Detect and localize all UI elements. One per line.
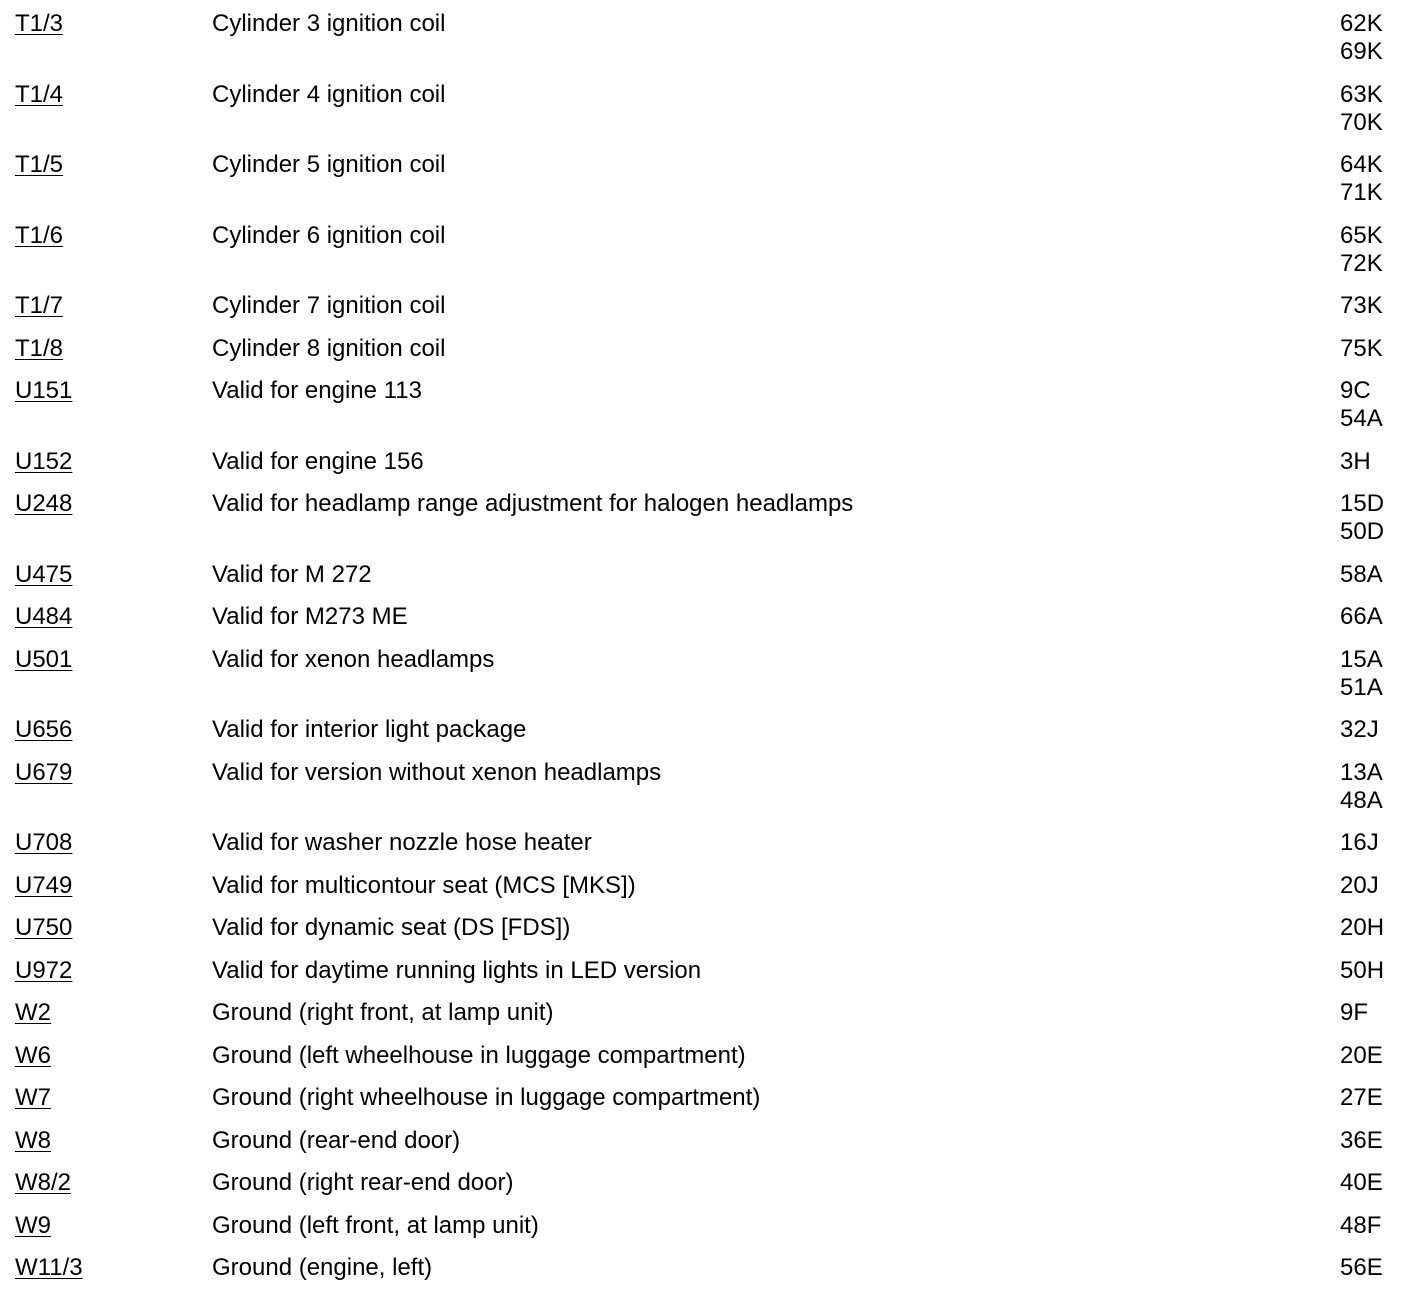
component-code-link[interactable]: T1/3	[15, 10, 64, 37]
legend-row	[0, 997, 1408, 1040]
component-description: Valid for version without xenon headlamps	[212, 758, 662, 786]
component-description: Valid for engine 113	[212, 377, 422, 404]
grid-reference-list	[1340, 914, 1384, 942]
grid-reference: 3H	[1340, 447, 1371, 475]
component-code-link[interactable]: U484	[15, 603, 73, 630]
component-description: Cylinder 7 ignition coil	[212, 292, 446, 319]
component-description: Valid for M273 ME	[212, 603, 408, 630]
legend-row	[0, 333, 1408, 376]
component-description: Cylinder 6 ignition coil	[212, 221, 446, 249]
component-description: Cylinder 3 ignition coil	[212, 10, 446, 37]
grid-reference: 72K	[1340, 249, 1383, 277]
component-description: Cylinder 8 ignition coil	[212, 334, 446, 362]
grid-reference: 36E	[1340, 1126, 1383, 1154]
grid-reference-list	[1340, 1042, 1383, 1070]
component-description: Ground (right wheelhouse in luggage compartment)	[212, 1084, 761, 1111]
component-description: Valid for interior light package	[212, 716, 527, 743]
legend-row	[0, 488, 1408, 559]
component-code-link[interactable]: W8/2	[15, 1169, 72, 1196]
grid-reference: 20J	[1340, 871, 1379, 899]
legend-row	[0, 714, 1408, 757]
grid-reference-list	[1340, 716, 1379, 744]
legend-row	[0, 1040, 1408, 1083]
legend-row	[0, 757, 1408, 828]
component-code-link[interactable]: T1/4	[15, 80, 64, 108]
grid-reference-list	[1340, 292, 1383, 320]
legend-row	[0, 79, 1408, 150]
grid-reference-list	[1340, 646, 1383, 702]
component-description: Cylinder 5 ignition coil	[212, 151, 446, 178]
component-code-link[interactable]: T1/7	[15, 292, 64, 319]
grid-reference-list	[1340, 1254, 1383, 1282]
grid-reference-list	[1340, 448, 1371, 476]
component-description: Ground (left wheelhouse in luggage compartment)	[212, 1041, 746, 1069]
component-code-link[interactable]: U750	[15, 914, 73, 941]
grid-reference: 20E	[1340, 1041, 1383, 1069]
component-code-link[interactable]: T1/6	[15, 221, 64, 249]
component-code-link[interactable]: U656	[15, 716, 73, 743]
component-description: Valid for daytime running lights in LED version	[212, 956, 702, 984]
grid-reference-list	[1340, 1084, 1383, 1112]
legend-row	[0, 149, 1408, 220]
component-code-link[interactable]: U248	[15, 490, 73, 517]
grid-reference: 63K	[1340, 80, 1383, 108]
legend-row	[0, 1082, 1408, 1125]
component-code-link[interactable]: W9	[15, 1211, 51, 1239]
component-code-link[interactable]: T1/8	[15, 334, 64, 362]
grid-reference-list	[1340, 377, 1383, 433]
grid-reference: 62K	[1340, 10, 1383, 37]
legend-row	[0, 912, 1408, 955]
grid-reference-list	[1340, 759, 1383, 815]
grid-reference: 69K	[1340, 38, 1383, 65]
component-legend	[0, 8, 1408, 1295]
component-description: Ground (left front, at lamp unit)	[212, 1211, 539, 1239]
grid-reference: 13A	[1340, 758, 1383, 786]
grid-reference-list	[1340, 1212, 1381, 1240]
grid-reference-list	[1340, 603, 1383, 631]
component-description: Valid for xenon headlamps	[212, 645, 495, 673]
grid-reference: 64K	[1340, 151, 1383, 178]
grid-reference: 20H	[1340, 914, 1385, 941]
grid-reference: 32J	[1340, 716, 1379, 743]
legend-row	[0, 559, 1408, 602]
component-code-link[interactable]: T1/5	[15, 151, 64, 178]
grid-reference: 73K	[1340, 292, 1383, 319]
legend-row	[0, 375, 1408, 446]
legend-row	[0, 1167, 1408, 1210]
grid-reference-list	[1340, 999, 1368, 1027]
component-code-link[interactable]: W6	[15, 1041, 51, 1069]
grid-reference-list	[1340, 1127, 1383, 1155]
grid-reference-list	[1340, 872, 1379, 900]
grid-reference: 15D	[1340, 490, 1385, 517]
component-code-link[interactable]: U475	[15, 560, 73, 588]
grid-reference: 48F	[1340, 1211, 1382, 1239]
grid-reference-list	[1340, 561, 1383, 589]
grid-reference: 9C	[1340, 377, 1371, 404]
grid-reference: 15A	[1340, 645, 1383, 673]
legend-row	[0, 644, 1408, 715]
legend-row	[0, 827, 1408, 870]
component-description: Cylinder 4 ignition coil	[212, 80, 446, 108]
grid-reference: 56E	[1340, 1254, 1383, 1281]
grid-reference: 54A	[1340, 405, 1383, 432]
grid-reference-list	[1340, 957, 1384, 985]
legend-row	[0, 446, 1408, 489]
grid-reference: 9F	[1340, 999, 1369, 1026]
component-code-link[interactable]: W8	[15, 1126, 51, 1154]
component-code-link[interactable]: U679	[15, 758, 73, 786]
grid-reference-list	[1340, 10, 1383, 66]
component-description: Valid for M 272	[212, 560, 372, 588]
grid-reference-list	[1340, 335, 1383, 363]
grid-reference: 40E	[1340, 1169, 1383, 1196]
component-code-link[interactable]: U749	[15, 871, 73, 899]
component-code-link[interactable]: U151	[15, 377, 73, 404]
grid-reference: 50H	[1340, 956, 1385, 984]
legend-row	[0, 220, 1408, 291]
grid-reference: 66A	[1340, 603, 1383, 630]
grid-reference: 58A	[1340, 560, 1383, 588]
grid-reference-list	[1340, 81, 1383, 137]
grid-reference: 16J	[1340, 829, 1379, 856]
grid-reference: 27E	[1340, 1084, 1383, 1111]
grid-reference: 48A	[1340, 786, 1383, 814]
legend-row	[0, 1125, 1408, 1168]
component-code-link[interactable]: W11/3	[15, 1254, 83, 1281]
component-code-link[interactable]: U501	[15, 645, 73, 673]
legend-row	[0, 601, 1408, 644]
component-description: Valid for washer nozzle hose heater	[212, 829, 592, 856]
grid-reference: 70K	[1340, 108, 1383, 136]
grid-reference-list	[1340, 151, 1383, 207]
legend-row	[0, 8, 1408, 79]
grid-reference: 50D	[1340, 518, 1385, 545]
component-description: Valid for multicontour seat (MCS [MKS])	[212, 871, 636, 899]
component-code-link[interactable]: U152	[15, 447, 73, 475]
component-description: Valid for headlamp range adjustment for halogen headlamps	[212, 490, 854, 517]
component-description: Valid for engine 156	[212, 447, 424, 475]
legend-row	[0, 290, 1408, 333]
component-description: Ground (rear-end door)	[212, 1126, 461, 1154]
grid-reference: 51A	[1340, 673, 1383, 701]
grid-reference-list	[1340, 829, 1379, 857]
grid-reference: 71K	[1340, 179, 1383, 206]
component-code-link[interactable]: U708	[15, 829, 73, 856]
grid-reference-list	[1340, 222, 1383, 278]
legend-row	[0, 1252, 1408, 1295]
grid-reference-list	[1340, 490, 1384, 546]
component-description: Ground (right rear-end door)	[212, 1169, 514, 1196]
legend-row	[0, 1210, 1408, 1253]
grid-reference-list	[1340, 1169, 1383, 1197]
grid-reference: 65K	[1340, 221, 1383, 249]
grid-reference: 75K	[1340, 334, 1383, 362]
component-code-link[interactable]: W2	[15, 999, 51, 1026]
legend-row	[0, 870, 1408, 913]
component-description: Ground (right front, at lamp unit)	[212, 999, 554, 1026]
component-code-link[interactable]: W7	[15, 1084, 51, 1111]
component-description: Valid for dynamic seat (DS [FDS])	[212, 914, 571, 941]
component-code-link[interactable]: U972	[15, 956, 73, 984]
legend-row	[0, 955, 1408, 998]
component-description: Ground (engine, left)	[212, 1254, 433, 1281]
